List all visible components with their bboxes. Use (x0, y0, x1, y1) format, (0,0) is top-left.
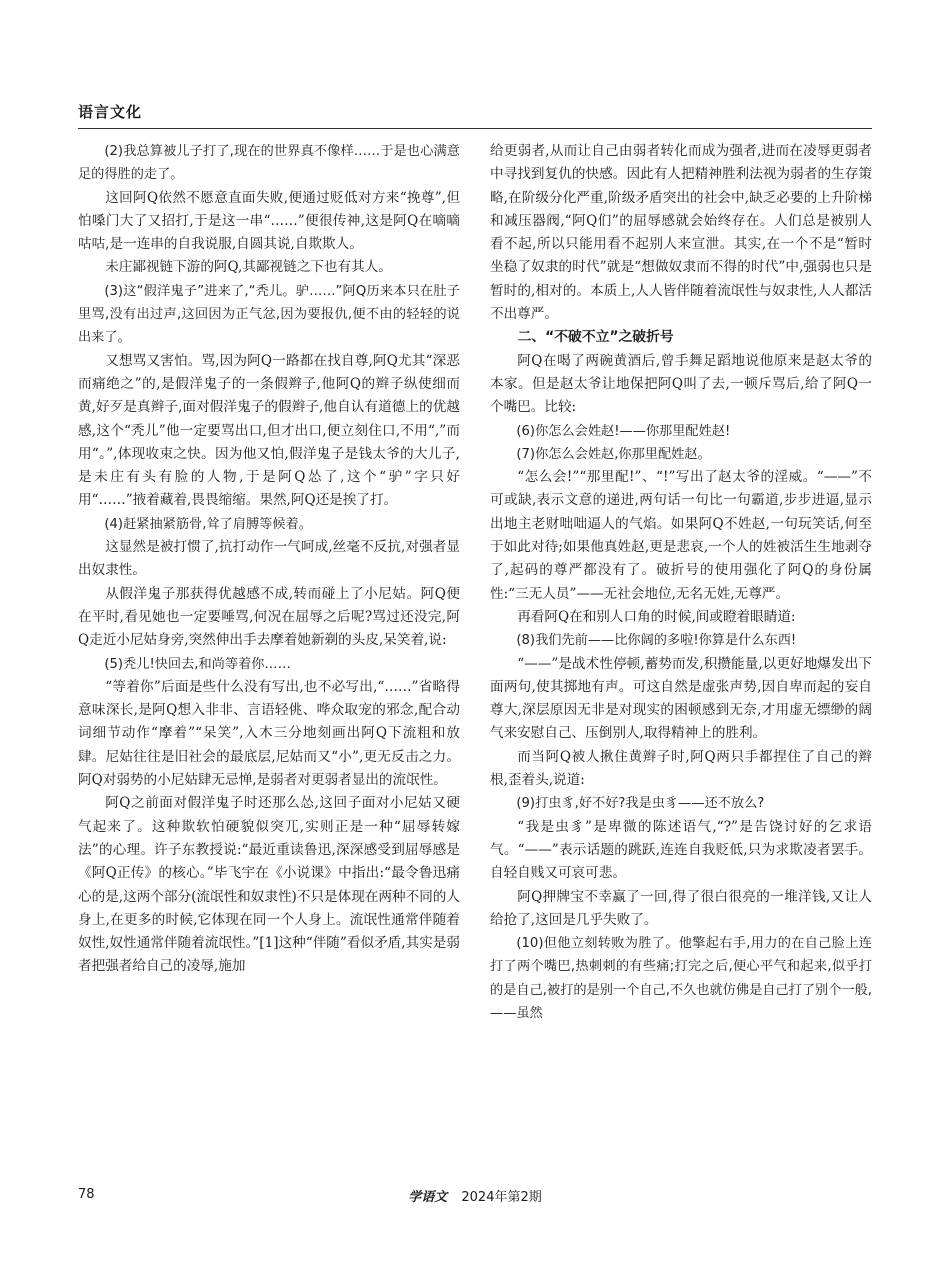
quoted-example: (5)秃儿!快回去,和尚等着你…… (104, 656, 291, 672)
journal-name: 学语文 (408, 1190, 448, 1205)
quoted-example: (3)这“假洋鬼子”进来了,“秃儿。驴……”阿Q历来本只在肚子里骂,没有出过声,这回因为正气忿,因为要报仇,便不由的轻轻的说出来了。 (78, 283, 460, 346)
body-paragraph: 从假洋鬼子那获得优越感不成,转而碰上了小尼姑。阿Q便在平时,看见她也一定要唾骂,何况在屈辱之后呢?骂过还没完,阿Q走近小尼姑身旁,突然伸出手去摩着她新剃的头皮,呆笑着,说: (78, 585, 460, 649)
body-paragraph: 阿Q之前面对假洋鬼子时还那么怂,这回子面对小尼姑又硬气起来了。这种欺软怕硬貌似突兀,实则正是一种“屈辱转嫁法”的心理。许子东教授说:“最近重读鲁迅,深深感受到屈辱感是《阿Q正传》的核心。”毕飞宇在《小说课》中指出:“最令鲁迅痛心的是,这两个部分(流氓性和奴隶性)不只是体现在两种不同的人身上,在更多的时候,它体现在同一个人身上。流氓性通常伴随着奴性,奴性通常伴随着流氓性。”[1]这种“伴随”看似矛盾,其实是弱者把强者给自己的凌辱,施加 (78, 795, 460, 975)
left-column (78, 140, 460, 979)
body-paragraph: 而当阿Q被人揪住黄辫子时,阿Q两只手都捏住了自己的辫根,歪着头,说道: (490, 748, 872, 789)
page-number: 78 (78, 1187, 95, 1202)
body-paragraph: 给更弱者,从而让自己由弱者转化而成为强者,进而在凌辱更弱者中寻找到复仇的快感。因此有人把精神胜利法视为弱者的生存策略,在阶级分化严重,阶级矛盾突出的社会中,缺乏必要的上升阶梯和减压器阀,“阿Q们”的屈辱感就会始终存在。人们总是被别人看不起,所以只能用看不起别人来宣泄。其实,在一个不是“暂时坐稳了奴隶的时代”就是“想做奴隶而不得的时代”中,强弱也只是暂时的,相对的。本质上,人人皆伴随着流氓性与奴隶性,人人都活不出尊严。 (490, 143, 872, 323)
quoted-example: (4)赶紧抽紧筋骨,耸了肩膊等候着。 (104, 516, 312, 532)
section-heading: 二、“不破不立”之破折号 (517, 329, 674, 346)
quoted-example: (7)你怎么会姓赵,你那里配姓赵。 (516, 446, 711, 462)
quoted-example: (10)但他立刻转败为胜了。他擎起右手,用力的在自己脸上连打了两个嘴巴,热刺刺的有些痛;打完之后,便心平气和起来,似乎打的是自己,被打的是别一个自己,不久也就仿佛是自己打了别个一般,——虽然 (490, 936, 872, 1021)
body-paragraph: 又想骂又害怕。骂,因为阿Q一路都在找自尊,阿Q尤其“深恶而痛绝之”的,是假洋鬼子的一条假辫子,他阿Q的辫子纵使细而黄,好歹是真辫子,面对假洋鬼子的假辫子,他自认有道德上的优越感,这个“秃儿”他一定要骂出口,但才出口,便立刻住口,不用“,”而用“。”,体现收束之快。因为他又怕,假洋鬼子是钱太爷的大儿子,是未庄有头有脸的人物,于是阿Q怂了,这个“驴”字只好用“……”掖着藏着,畏畏缩缩。果然,阿Q还是挨了打。 (78, 352, 460, 509)
body-paragraph: 阿Q在喝了两碗黄酒后,曾手舞足蹈地说他原来是赵太爷的本家。但是赵太爷让地保把阿Q叫了去,一顿斥骂后,给了阿Q一个嘴巴。比较: (490, 352, 872, 416)
right-column (490, 140, 872, 1025)
body-paragraph: 这显然是被打惯了,抗打动作一气呵成,丝毫不反抗,对强者显出奴隶性。 (78, 539, 460, 579)
quoted-example: (8)我们先前——比你阔的多啦!你算是什么东西! (516, 633, 797, 649)
journal-footer (0, 1186, 950, 1205)
section-label: 语言文化 (78, 103, 143, 121)
quoted-example: (2)我总算被儿子打了,现在的世界真不像样……于是也心满意足的得胜的走了。 (78, 144, 460, 183)
body-paragraph: “等着你”后面是些什么没有写出,也不必写出,“……”省略得意味深长,是阿Q想入非非、言语轻佻、哗众取宠的邪念,配合动词细节动作“摩着”“呆笑”,入木三分地刻画出阿Q下流粗和放肆。尼姑往往是旧社会的最底层,尼姑而又“小”,更无反击之力。阿Q对弱势的小尼姑肆无忌惮,是弱者对更弱者显出的流氓性。 (78, 678, 460, 789)
issue-label: 2024年第2期 (461, 1190, 542, 1205)
body-paragraph: “怎么会!”“那里配!”、“!”写出了赵太爷的淫威。“——”不可或缺,表示文意的递进,两句话一句比一句霸道,步步进逼,显示出地主老财咄咄逼人的气焰。如果阿Q不姓赵,一句玩笑话,何至于如此对待;如果他真姓赵,更是悲哀,一个人的姓被活生生地剥夺了,起码的尊严都没有了。破折号的使用强化了阿Q的身份属性:“三无人员”——无社会地位,无名无姓,无尊严。 (490, 469, 872, 602)
body-paragraph: 再看阿Q在和别人口角的时候,间或瞪着眼睛道: (517, 608, 796, 625)
body-paragraph: 未庄鄙视链下游的阿Q,其鄙视链之下也有其人。 (105, 259, 392, 276)
quoted-example: (9)打虫豸,好不好?我是虫豸——还不放么? (516, 796, 765, 812)
body-paragraph: 这回阿Q依然不愿意直面失败,便通过贬低对方来“挽尊”,但怕嗓门大了又招打,于是这一串“……”便很传神,这是阿Q在嘀嘀咕咕,是一连串的自我说服,自圆其说,自欺欺人。 (78, 189, 460, 253)
header-rule (78, 128, 872, 129)
quoted-example: (6)你怎么会姓赵!——你那里配姓赵! (516, 423, 731, 439)
body-paragraph: 阿Q押牌宝不幸赢了一回,得了很白很亮的一堆洋钱,又让人给抢了,这回是几乎失败了。 (490, 888, 872, 928)
body-paragraph: “——”是战术性停顿,蓄势而发,积攒能量,以更好地爆发出下面两句,使其掷地有声。可这自然是虚张声势,因自卑而起的妄自尊大,深层原因无非是对现实的困顿感到无奈,才用虚无缥缈的阔气来安慰自己、压倒别人,取得精神上的胜利。 (490, 655, 872, 742)
body-paragraph: “我是虫豸”是卑微的陈述语气,“?”是告饶讨好的乞求语气。“——”表示话题的跳跃,连连自我贬低,只为求欺凌者罢手。自轻自贱又可哀可悲。 (490, 818, 872, 882)
